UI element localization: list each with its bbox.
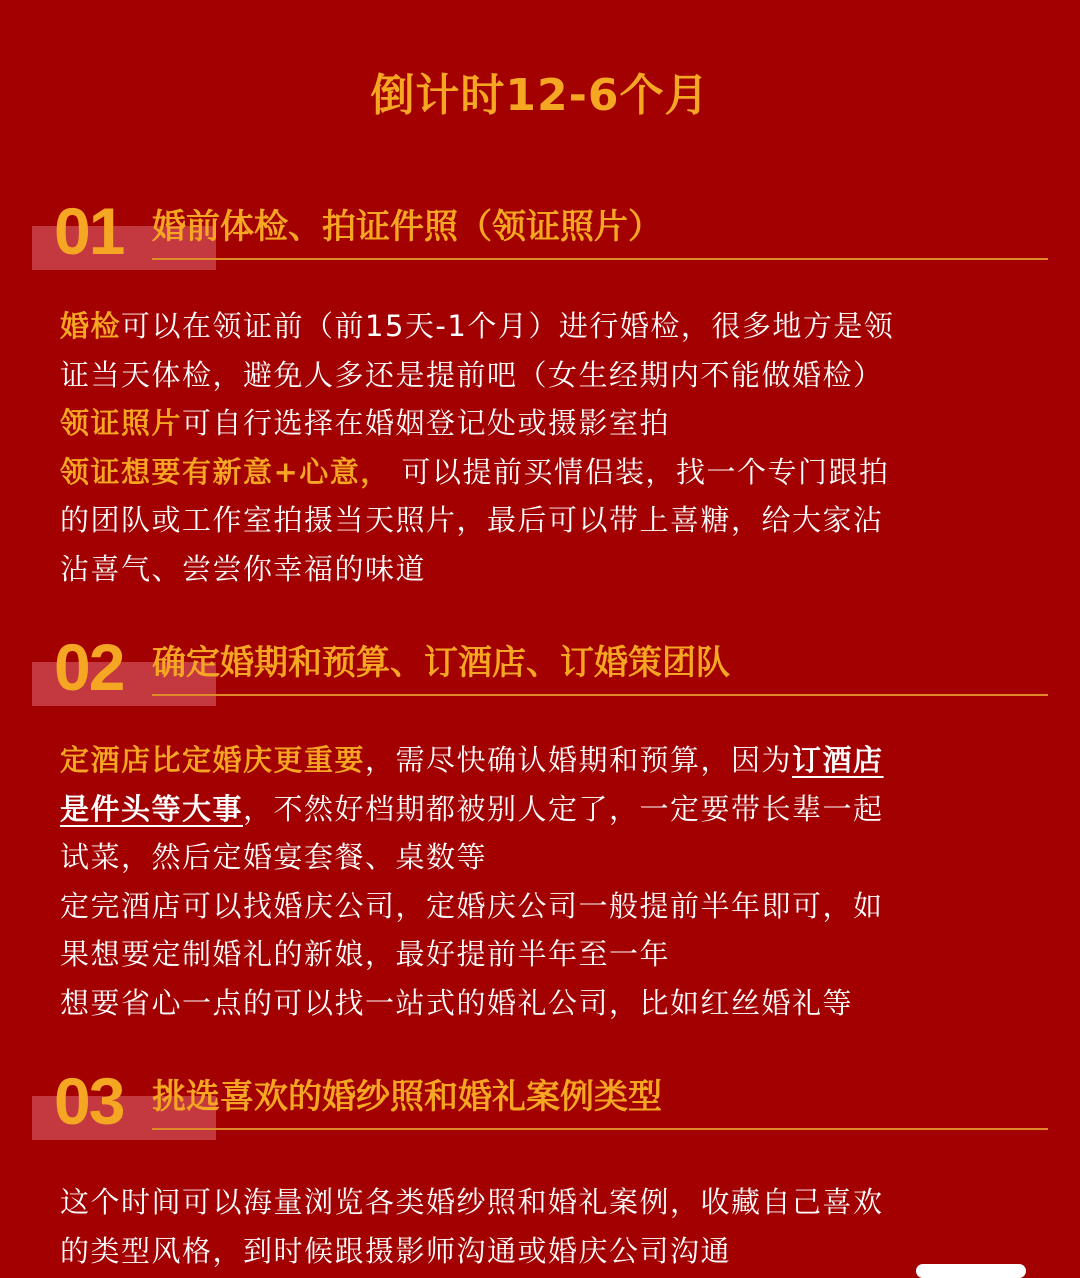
section-header-01 xyxy=(0,196,1080,286)
section-number: 02 xyxy=(54,630,124,704)
body-line xyxy=(60,399,1030,448)
home-indicator[interactable] xyxy=(916,1264,1026,1278)
body-text: 可自行选择在婚姻登记处或摄影室拍 xyxy=(182,406,671,440)
body-line xyxy=(60,930,1030,979)
section-title: 婚前体检、拍证件照（领证照片） xyxy=(152,207,662,247)
body-line xyxy=(60,833,1030,882)
underlined-emphasis: 是件头等大事 xyxy=(60,791,244,826)
highlight-text: 定酒店比定婚庆更重要 xyxy=(60,743,366,777)
section-header-02 xyxy=(0,632,1080,722)
section-number: 03 xyxy=(54,1064,124,1138)
body-line xyxy=(60,736,1030,785)
section-title: 挑选喜欢的婚纱照和婚礼案例类型 xyxy=(152,1077,662,1117)
body-text: 想要省心一点的可以找一站式的婚礼公司，比如红丝婚礼等 xyxy=(60,985,854,1020)
section-header-03 xyxy=(0,1066,1080,1156)
body-line xyxy=(60,496,1030,545)
body-text: 的团队或工作室拍摄当天照片，最后可以带上喜糖，给大家沾 xyxy=(60,503,884,537)
body-text: 可以在领证前（前15天-1个月）进行婚检，很多地方是领 xyxy=(121,309,895,343)
section-divider xyxy=(152,258,1048,260)
highlight-text: 领证想要有新意+心意， xyxy=(60,454,391,489)
body-text: 定完酒店可以找婚庆公司，定婚庆公司一般提前半年即可，如 xyxy=(60,888,884,923)
body-line xyxy=(60,302,1030,351)
body-line xyxy=(60,545,1030,594)
body-text: ，不然好档期都被别人定了，一定要带长辈一起 xyxy=(243,791,884,826)
body-text: 沾喜气、尝尝你幸福的味道 xyxy=(60,551,427,586)
body-line xyxy=(60,882,1030,931)
underlined-emphasis: 订酒店 xyxy=(792,743,884,777)
highlight-text: 领证照片 xyxy=(60,406,183,440)
section-title: 确定婚期和预算、订酒店、订婚策团队 xyxy=(152,643,730,683)
section-number: 01 xyxy=(54,194,124,268)
body-text: ，需尽快确认婚期和预算，因为 xyxy=(365,743,793,777)
section-divider xyxy=(152,1128,1048,1130)
body-text: 的类型风格，到时候跟摄影师沟通或婚庆公司沟通 xyxy=(60,1233,732,1268)
body-text: 证当天体检，避免人多还是提前吧（女生经期内不能做婚检） xyxy=(60,357,884,392)
body-line xyxy=(60,979,1030,1028)
section-divider xyxy=(152,694,1048,696)
body-text: 试菜，然后定婚宴套餐、桌数等 xyxy=(60,840,488,874)
body-line xyxy=(60,351,1030,400)
body-text: 可以提前买情侣装，找一个专门跟拍 xyxy=(390,454,890,489)
body-line xyxy=(60,1178,1030,1227)
body-line xyxy=(60,448,1030,497)
body-line xyxy=(60,1227,1030,1276)
body-text: 这个时间可以海量浏览各类婚纱照和婚礼案例，收藏自己喜欢 xyxy=(60,1185,884,1219)
highlight-text: 婚检 xyxy=(60,309,122,343)
page-title: 倒计时12-6个月 xyxy=(370,70,710,121)
section-body-02 xyxy=(60,736,1030,1027)
section-body-03 xyxy=(60,1178,1030,1275)
section-body-01 xyxy=(60,302,1030,593)
body-line xyxy=(60,785,1030,834)
body-text: 果想要定制婚礼的新娘，最好提前半年至一年 xyxy=(60,937,671,971)
